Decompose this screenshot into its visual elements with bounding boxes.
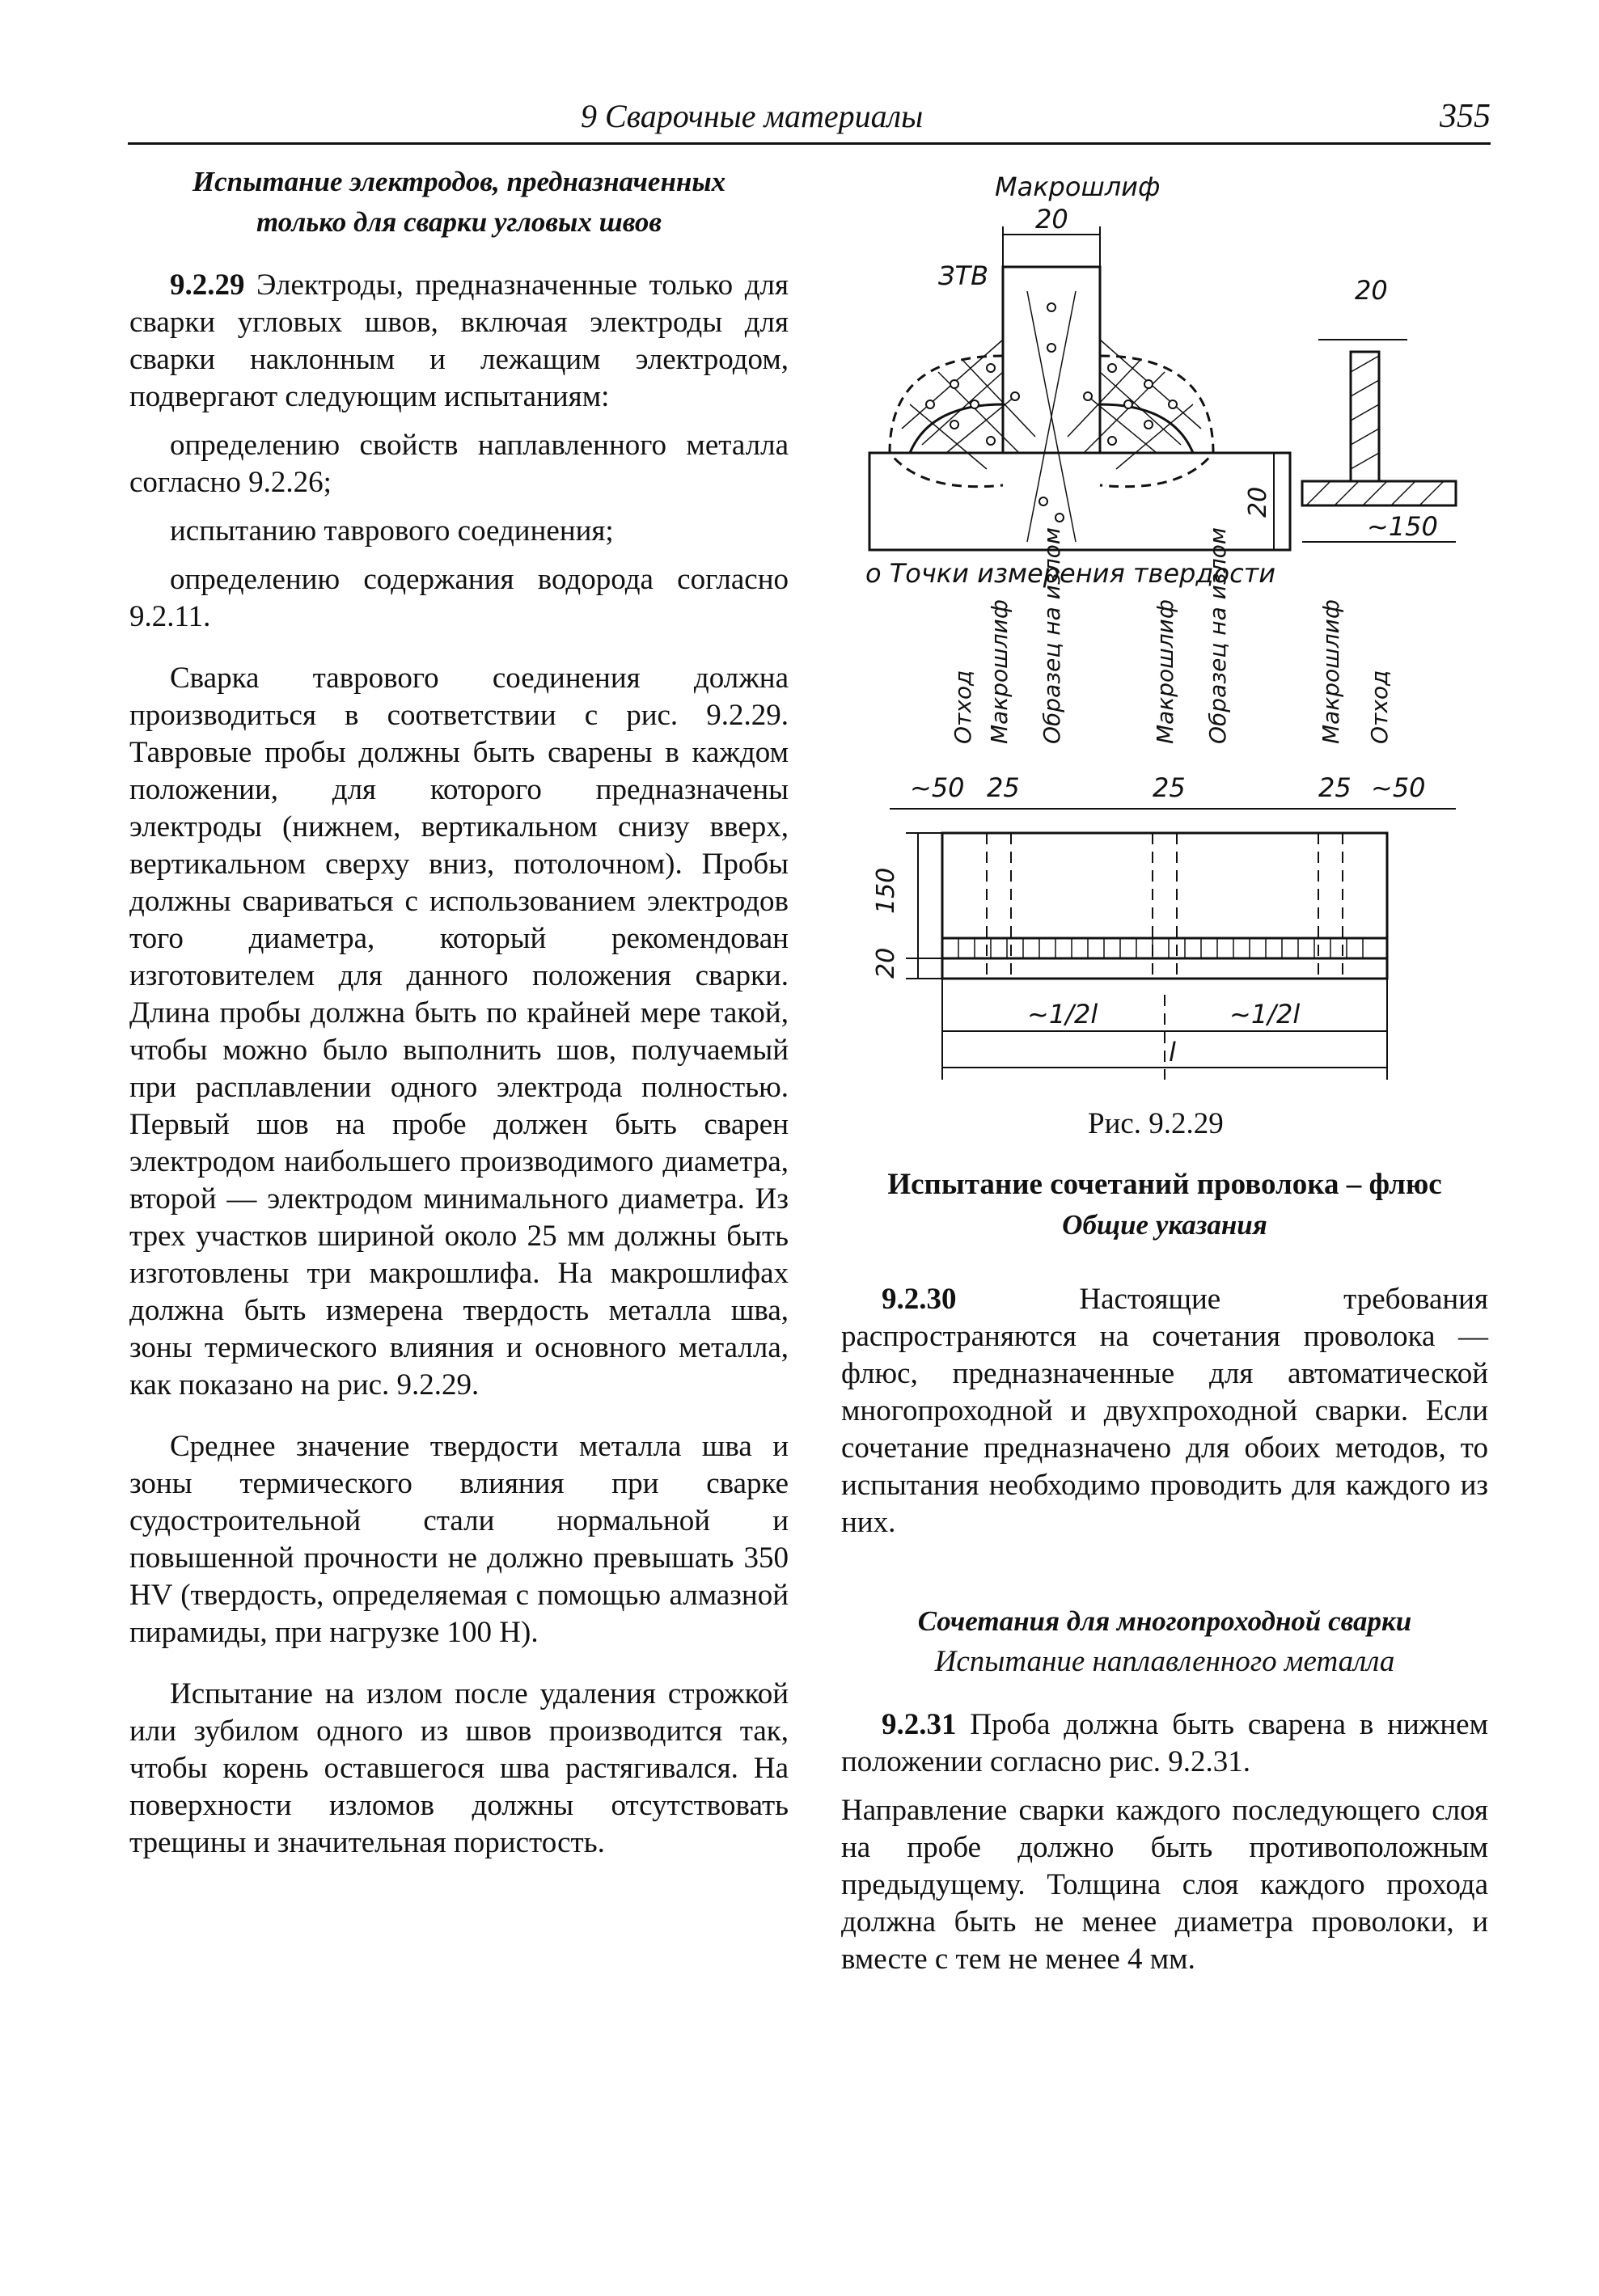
page-number: 355 <box>1440 98 1491 135</box>
section-title-electrodes <box>129 162 789 243</box>
paragraph-layer-direction: Направление сварки каждого последующего слоя на пробе должно быть противоположным предыдущему. Толщина слоя каждого прохода должна быть не менее диаметра проволоки, и вместе с тем не менее 4 мм. <box>841 1794 1488 1976</box>
right-haz-outline <box>1100 356 1213 487</box>
tee-joint-diagram <box>841 162 1504 1156</box>
subsection-deposited-metal: Испытание наплавленного металла <box>934 1645 1395 1678</box>
strip-label-fracture-2: Образец на излом <box>1204 527 1231 744</box>
label-half-left: ~1/2l <box>1027 999 1098 1030</box>
clause-number: 9.2.30 <box>882 1283 957 1316</box>
strip-label-macro-3: Макрошлиф <box>1318 599 1344 744</box>
label-dim-25-c: 25 <box>1318 772 1352 803</box>
section-flange <box>1302 481 1456 505</box>
clause-number: 9.2.31 <box>882 1708 957 1741</box>
section-web <box>1351 352 1379 481</box>
paragraph-9-2-29 <box>129 267 789 416</box>
paragraph-9-2-31 <box>841 1706 1488 1781</box>
label-dim-150-side: 150 <box>872 867 900 914</box>
paragraph-tee-welding: Сварка таврового соединения должна производиться в соответствии с рис. 9.2.29. Тавровые пробы должны быть сварены в каждом положении, для которого предназначены электроды (нижнем, вертикальном снизу вверх, вертикальном сверху вниз, потолочном). Пробы должны свариваться с использованием электродов того диаметра, который рекомендован изготовителем для данного положения сварки. Длина пробы должна быть по крайней мере такой, чтобы можно было выполнить шов, получаемый при расплавлении одного электрода полностью. Первый шов на пробе должен быть сварен электродом наибольшего производимого диаметра, второй — электродом минимального диаметра. Из трех участков шириной около 25 мм должны быть изготовлены три макрошлифа. На макрошлифах должна быть измерена твердость металла шва, зоны термического влияния и основного металла, как показано на рис. 9.2.29. <box>129 662 789 1402</box>
list-item-hydrogen: определению содержания водорода согласно 9.2.11. <box>129 563 789 633</box>
label-dim-25-a: 25 <box>987 772 1020 803</box>
strip-label-macro-1: Макрошлиф <box>986 599 1013 744</box>
cut-lines <box>987 833 1343 979</box>
label-hardness-points: о Точки измерения твердости <box>865 558 1276 589</box>
figure-9-2-29 <box>841 162 1504 1156</box>
label-dim-20-right: 20 <box>1355 275 1388 306</box>
label-dim-150: ~150 <box>1367 511 1438 542</box>
right-column <box>841 1165 1488 1978</box>
paragraph-hardness: Среднее значение твердости металла шва и зоны термического влияния при сварке судостроительной стали нормальной и повышенной прочности не должно превышать 350 HV (твердость, определяемая с помощью алмазной пирамиды, при нагрузке 100 Н). <box>129 1430 789 1649</box>
strip-label-waste-left: Отход <box>950 670 976 744</box>
paragraph-text: Настоящие требования распространяются на сочетания проволока — флюс, предназначенные для автоматической многопроходной и двухпроходной сварки. Если сочетание предназначено для обоих методов, то испытания необходимо проводить для каждого из них. <box>841 1283 1488 1539</box>
label-half-right: ~1/2l <box>1229 999 1301 1030</box>
strip-label-macro-2: Макрошлиф <box>1152 599 1178 744</box>
label-dim-20-top: 20 <box>1035 204 1068 235</box>
strip-label-waste-right: Отход <box>1366 670 1393 744</box>
paragraph-9-2-30 <box>841 1281 1488 1541</box>
figure-caption: Рис. 9.2.29 <box>1088 1107 1224 1140</box>
plan-plate <box>942 833 1387 979</box>
label-dim-20-side: 20 <box>872 947 900 979</box>
left-column <box>129 162 789 1862</box>
subsection-multipass: Сочетания для многопроходной сварки <box>917 1605 1412 1637</box>
subsection-general: Общие указания <box>1062 1209 1267 1241</box>
paragraph-fracture-test: Испытание на излом после удаления строжкой или зубилом одного из швов производится так, чтобы корень оставшегося шва растягивался. На поверхности изломов должны отсутствовать трещины и значительная пористость. <box>129 1677 789 1859</box>
hardness-points <box>926 303 1177 522</box>
section-title-line-1: Испытание электродов, предназначенных <box>192 166 726 197</box>
label-dim-25-b: 25 <box>1153 772 1186 803</box>
label-dim-50-right: ~50 <box>1371 772 1426 803</box>
label-length: l <box>1169 1037 1176 1068</box>
label-dim-50-left: ~50 <box>910 772 965 803</box>
section-title-wire-flux: Испытание сочетаний проволока – флюс <box>887 1168 1442 1201</box>
label-haz: ЗТВ <box>938 260 989 291</box>
strip-label-fracture-1: Образец на излом <box>1039 527 1065 744</box>
web-plate <box>1003 267 1100 453</box>
label-macrosection: Макрошлиф <box>995 171 1161 202</box>
chapter-title: 9 Сварочные материалы <box>581 98 924 134</box>
list-item-deposited-metal: определению свойств наплавленного металла согласно 9.2.26; <box>129 429 789 499</box>
paragraph-text: Электроды, предназначенные только для сварки угловых швов, включая электроды для сварки наклонным и лежащим электродом, подвергают следующим испытаниям: <box>129 269 789 413</box>
header-rule <box>128 142 1491 145</box>
running-header <box>128 97 1491 146</box>
section-title-line-2: только для сварки угловых швов <box>256 206 662 238</box>
left-haz-outline <box>890 356 1003 487</box>
section-hatching <box>1306 356 1444 505</box>
list-item-tee-joint: испытанию таврового соединения; <box>170 514 614 548</box>
paragraph-text: Проба должна быть сварена в нижнем положении согласно рис. 9.2.31. <box>841 1708 1488 1778</box>
label-dim-20-vertical: 20 <box>1244 486 1272 518</box>
plan-weld-ticks <box>958 938 1363 958</box>
hardness-traverse-lines <box>902 291 1201 542</box>
clause-number: 9.2.29 <box>170 269 245 302</box>
plan-weld-strip <box>942 938 1387 958</box>
